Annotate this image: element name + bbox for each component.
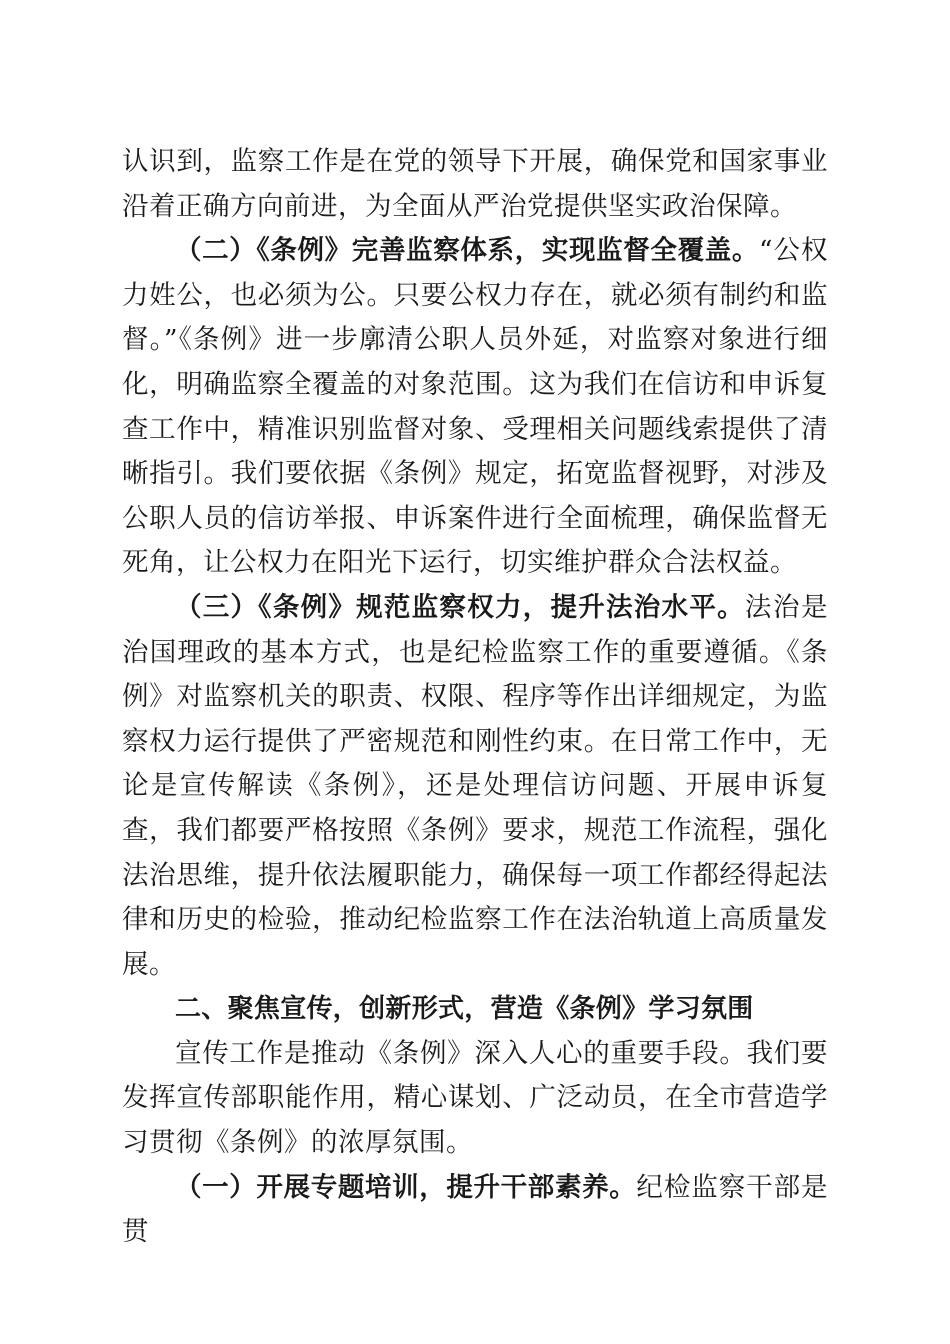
paragraph-intro (122, 1032, 828, 1166)
subsection-heading: （一）开展专题培训，提升干部素养。 (175, 1171, 637, 1203)
paragraph-text: 认识到，监察工作是在党的领导下开展，确保党和国家事业沿着正确方向前进，为全面从严治党提供坚实政治保障。 (122, 146, 828, 222)
paragraph-section-2 (122, 229, 828, 586)
subsection-heading: （二）《条例》完善监察体系，实现监督全覆盖。 (175, 235, 760, 267)
document-page (122, 140, 828, 1255)
paragraph-continuation (122, 140, 828, 229)
paragraph-text: 法治是治国理政的基本方式，也是纪检监察工作的重要遵循。《条例》对监察机关的职责、权限、程序等作出详细规定，为监察权力运行提供了严密规范和刚性约束。在日常工作中，无论是宣传解读《条例》，还是处理信访问题、开展申诉复查，我们都要严格按照《条例》要求，规范工作流程，强化法治思维，提升依法履职能力，确保每一项工作都经得起法律和历史的检验，推动纪检监察工作在法治轨道上高质量发展。 (122, 591, 829, 980)
paragraph-section-3 (122, 586, 828, 987)
paragraph-text: 纪检监察干部是贯 (122, 1171, 829, 1248)
paragraph-section-1 (122, 1166, 828, 1255)
section-heading: 二、聚焦宣传，创新形式，营造《条例》学习氛围 (175, 994, 754, 1025)
paragraph-text: 宣传工作是推动《条例》深入人心的重要手段。我们要发挥宣传部职能作用，精心谋划、广泛动员，在全市营造学习贯彻《条例》的浓厚氛围。 (122, 1037, 828, 1159)
paragraph-text: “公权力姓公，也必须为公。只要公权力存在，就必须有制约和监督。”《条例》进一步廓清公职人员外延，对监察对象进行细化，明确监察全覆盖的对象范围。这为我们在信访和申诉复查工作中，精准识别监督对象、受理相关问题线索提供了清晰指引。我们要依据《条例》规定，拓宽监督视野，对涉及公职人员的信访举报、申诉案件进行全面梳理，确保监督无死角，让公权力在阳光下运行，切实维护群众合法权益。 (122, 235, 828, 579)
subsection-heading: （三）《条例》规范监察权力，提升法治水平。 (175, 591, 745, 623)
